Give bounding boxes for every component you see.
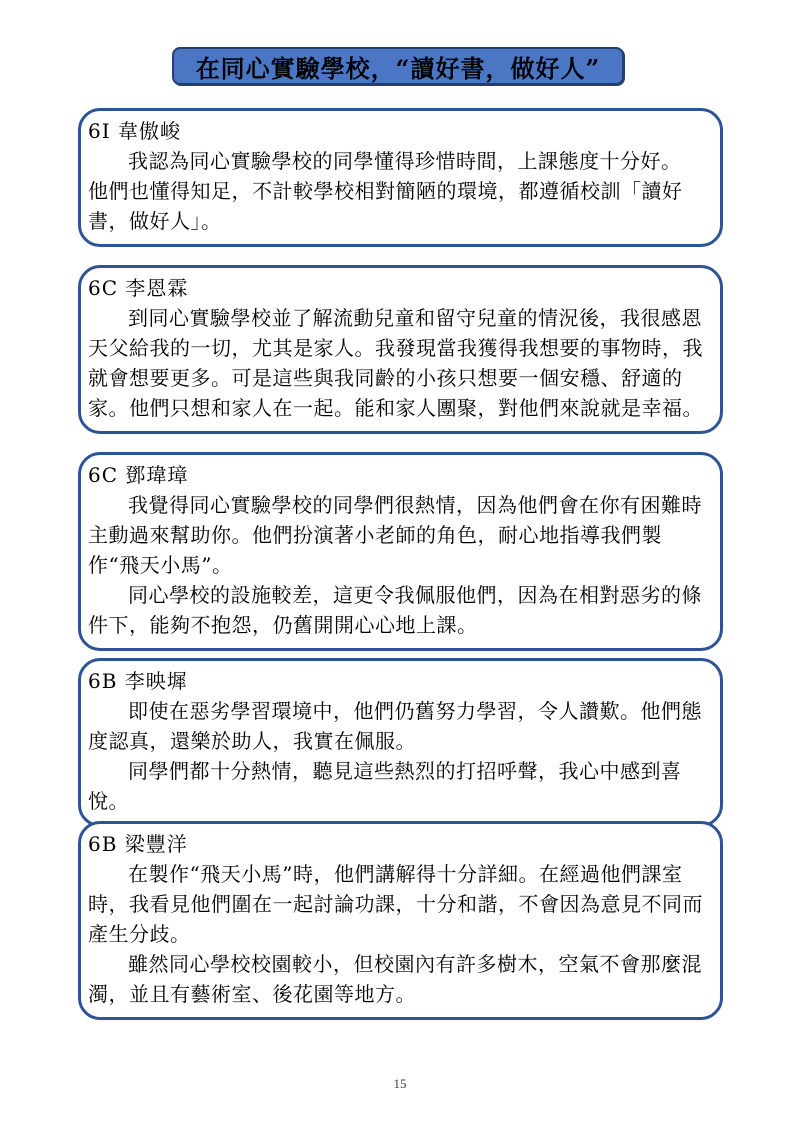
- testimonial-card: [78, 108, 723, 247]
- student-id-name: 6B 李映墀: [88, 669, 188, 693]
- testimonial-paragraph: 到同心實驗學校並了解流動兒童和留守兒童的情況後，我很感恩天父給我的一切，尤其是家人。我發現當我獲得我想要的事物時，我就會想要更多。可是這些與我同齡的小孩只想要一個安穩、舒適的家。他們只想和家人在一起。能和家人團聚，對他們來說就是幸福。: [88, 306, 703, 420]
- testimonial-paragraph: 即使在惡劣學習環境中，他們仍舊努力學習，令人讚歎。他們態度認真，還樂於助人，我實在佩服。: [88, 699, 702, 753]
- student-id-name: 6I 韋傲峻: [88, 119, 181, 143]
- testimonial-card: [78, 821, 723, 1020]
- student-id-name: 6C 李恩霖: [88, 276, 189, 300]
- title-banner: [172, 47, 624, 85]
- testimonial-paragraph: 我認為同心實驗學校的同學懂得珍惜時間，上課態度十分好。: [128, 149, 682, 173]
- testimonial-card: [78, 658, 723, 827]
- testimonial-card: [78, 265, 723, 434]
- testimonial-card: [78, 452, 723, 651]
- student-id-name: 6B 梁豐洋: [88, 832, 188, 856]
- testimonial-paragraph: 在製作“飛天小馬”時，他們講解得十分詳細。在經過他們課室時，我看見他們圍在一起討論功課，十分和諧，不會因為意見不同而產生分歧。: [88, 862, 703, 946]
- testimonial-paragraph: 他們也懂得知足，不計較學校相對簡陋的環境，都遵循校訓「讀好書，做好人」。: [88, 179, 683, 233]
- testimonial-paragraph: 同心學校的設施較差，這更令我佩服他們，因為在相對惡劣的條件下，能夠不抱怨，仍舊開開心心地上課。: [88, 583, 702, 637]
- page-title: 在同心實驗學校，“讀好書，做好人”: [195, 53, 601, 83]
- testimonial-paragraph: 我覺得同心實驗學校的同學們很熱情，因為他們會在你有困難時主動過來幫助你。他們扮演著小老師的角色，耐心地指導我們製作“飛天小馬”。: [88, 493, 702, 577]
- testimonial-paragraph: 同學們都十分熱情，聽見這些熱烈的打招呼聲，我心中感到喜悅。: [88, 759, 682, 813]
- student-id-name: 6C 鄧瑋璋: [88, 463, 189, 487]
- page-number: 15: [393, 1076, 407, 1091]
- testimonial-paragraph: 雖然同心學校校園較小，但校園內有許多樹木，空氣不會那麼混濁，並且有藝術室、後花園等地方。: [88, 952, 702, 1006]
